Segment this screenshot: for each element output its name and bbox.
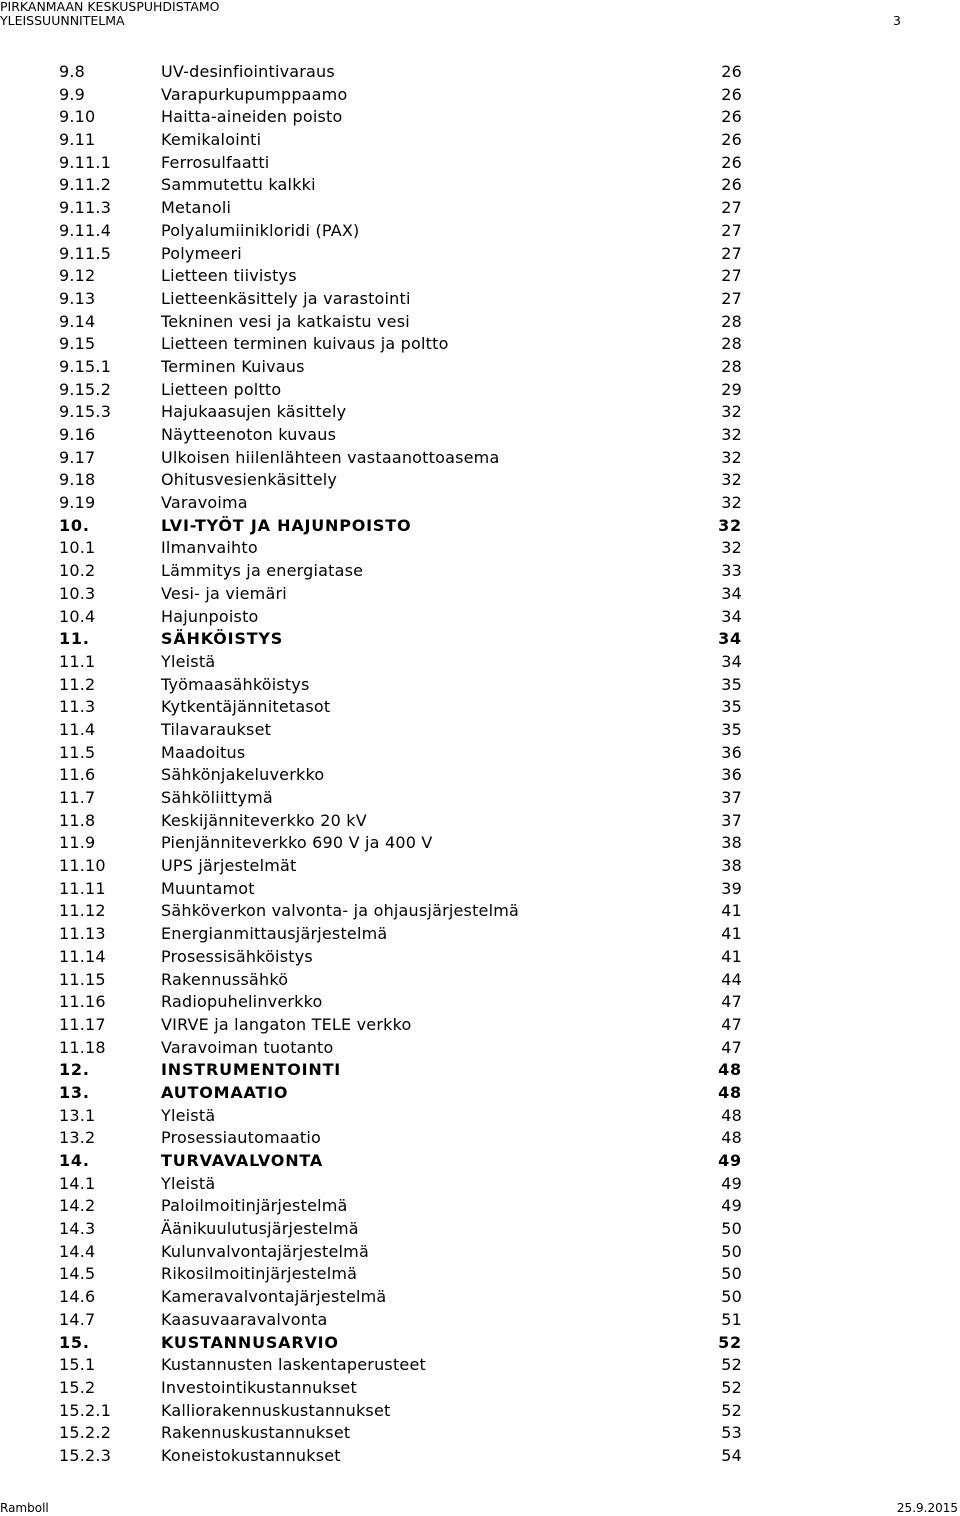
toc-entry-number: 10. xyxy=(59,515,90,535)
toc-entry-page: 32 xyxy=(721,402,742,422)
page-number: 3 xyxy=(893,13,901,28)
toc-entry-number: 13. xyxy=(59,1082,90,1102)
toc-entry-title: Ohitusvesienkäsittely xyxy=(161,470,338,490)
toc-entry-title: Investointikustannukset xyxy=(161,1377,357,1397)
toc-entry-title: Varavoiman tuotanto xyxy=(161,1037,334,1057)
toc-entry-title: Terminen Kuivaus xyxy=(161,356,305,376)
toc-entry-number: 11.5 xyxy=(59,742,96,762)
toc-entry-title: Ulkoisen hiilenlähteen vastaanottoasema xyxy=(161,447,500,467)
toc-entry[interactable] xyxy=(0,424,960,447)
toc-entry-number: 11.7 xyxy=(59,788,96,807)
toc-entry-page: 34 xyxy=(721,606,742,626)
toc-entry-number: 9.19 xyxy=(59,493,96,513)
toc-entry[interactable] xyxy=(0,1014,960,1037)
toc-entry-number: 9.14 xyxy=(59,311,96,331)
toc-entry[interactable] xyxy=(0,810,960,833)
toc-entry-page: 26 xyxy=(721,84,742,104)
toc-entry[interactable] xyxy=(0,1105,960,1128)
toc-entry-title: KUSTANNUSARVIO xyxy=(161,1332,339,1352)
toc-entry-title: Varavoima xyxy=(161,493,248,513)
toc-entry-page: 54 xyxy=(721,1445,742,1465)
toc-entry[interactable] xyxy=(0,311,960,334)
toc-entry-page: 32 xyxy=(721,493,742,513)
toc-entry-page: 33 xyxy=(721,561,742,581)
toc-entry-title: Rakennussähkö xyxy=(161,969,289,989)
toc-entry[interactable] xyxy=(0,1309,960,1332)
toc-entry[interactable] xyxy=(0,333,960,356)
toc-entry[interactable] xyxy=(0,991,960,1014)
toc-entry-title: VIRVE ja langaton TELE verkko xyxy=(161,1014,412,1034)
toc-entry-title: Sähköliittymä xyxy=(161,788,273,807)
toc-entry-page: 50 xyxy=(721,1241,742,1261)
toc-entry[interactable] xyxy=(0,855,960,878)
toc-entry-page: 51 xyxy=(721,1309,742,1329)
toc-entry[interactable] xyxy=(0,764,960,787)
toc-entry-page: 48 xyxy=(721,1105,742,1125)
toc-entry-page: 39 xyxy=(721,878,742,898)
toc-entry-number: 14.6 xyxy=(59,1287,96,1307)
toc-entry-page: 26 xyxy=(721,152,742,172)
toc-main-entry[interactable] xyxy=(0,1150,960,1173)
toc-entry-number: 9.11 xyxy=(59,130,96,150)
toc-entry-page: 36 xyxy=(721,742,742,762)
toc-entry-title: Kameravalvontajärjestelmä xyxy=(161,1287,387,1307)
toc-entry-number: 11.10 xyxy=(59,856,106,876)
toc-entry-title: Paloilmoitinjärjestelmä xyxy=(161,1196,348,1216)
toc-entry-title: Kalliorakennuskustannukset xyxy=(161,1400,391,1420)
toc-entry-page: 37 xyxy=(721,810,742,830)
toc-entry[interactable] xyxy=(0,1422,960,1445)
toc-entry-title: Työmaasähköistys xyxy=(161,674,310,694)
toc-entry-page: 32 xyxy=(721,538,742,558)
toc-entry-page: 49 xyxy=(721,1196,742,1216)
toc-entry[interactable] xyxy=(0,1263,960,1286)
toc-entry-page: 32 xyxy=(721,425,742,444)
toc-entry[interactable] xyxy=(0,288,960,311)
toc-entry-title: UV-desinfiointivaraus xyxy=(161,62,335,81)
toc-entry-title: Lietteen tiivistys xyxy=(161,266,297,286)
toc-entry-title: Maadoitus xyxy=(161,742,246,762)
toc-entry-number: 15.2 xyxy=(59,1377,96,1397)
toc-entry-page: 50 xyxy=(721,1287,742,1307)
toc-entry-page: 48 xyxy=(718,1082,742,1102)
toc-entry-page: 36 xyxy=(721,765,742,785)
toc-entry-number: 15.2.3 xyxy=(59,1445,112,1465)
toc-entry[interactable] xyxy=(0,923,960,946)
toc-entry-title: Sähkönjakeluverkko xyxy=(161,765,325,785)
toc-entry-title: Kustannusten laskentaperusteet xyxy=(161,1355,426,1375)
toc-entry-page: 35 xyxy=(721,674,742,694)
toc-entry-title: Varapurkupumppaamo xyxy=(161,84,348,104)
toc-entry-page: 27 xyxy=(721,198,742,218)
toc-entry-page: 37 xyxy=(721,788,742,807)
toc-entry-number: 9.18 xyxy=(59,470,96,490)
toc-entry-number: 9.11.5 xyxy=(59,243,112,263)
toc-entry-title: Metanoli xyxy=(161,198,232,218)
toc-entry[interactable] xyxy=(0,1286,960,1309)
toc-entry-number: 11.2 xyxy=(59,674,96,694)
toc-entry-page: 47 xyxy=(721,992,742,1012)
toc-entry-page: 27 xyxy=(721,288,742,308)
toc-entry[interactable] xyxy=(0,696,960,719)
toc-entry-number: 15.2.1 xyxy=(59,1400,112,1420)
toc-entry-title: Lietteenkäsittely ja varastointi xyxy=(161,288,411,308)
toc-entry-page: 38 xyxy=(721,856,742,876)
toc-entry-number: 11.12 xyxy=(59,901,106,921)
toc-entry-title: Sammutettu kalkki xyxy=(161,175,316,195)
toc-entry-number: 9.11.1 xyxy=(59,152,112,172)
toc-entry-number: 9.9 xyxy=(59,84,86,104)
toc-entry-title: Kemikalointi xyxy=(161,130,262,150)
toc-entry-page: 28 xyxy=(721,356,742,376)
toc-entry-number: 11.16 xyxy=(59,992,106,1012)
toc-entry[interactable] xyxy=(0,832,960,855)
toc-entry[interactable] xyxy=(0,1127,960,1150)
toc-entry-title: Pienjänniteverkko 690 V ja 400 V xyxy=(161,833,433,853)
toc-entry-page: 28 xyxy=(721,311,742,331)
toc-entry-page: 50 xyxy=(721,1264,742,1284)
toc-entry-number: 9.15 xyxy=(59,334,96,354)
toc-entry-number: 14.5 xyxy=(59,1264,96,1284)
toc-entry-number: 15.2.2 xyxy=(59,1423,112,1443)
toc-entry[interactable] xyxy=(0,1377,960,1400)
toc-entry[interactable] xyxy=(0,469,960,492)
toc-entry-title: Ferrosulfaatti xyxy=(161,152,270,172)
toc-entry-number: 9.11.4 xyxy=(59,220,112,240)
toc-entry-number: 14.7 xyxy=(59,1309,96,1329)
toc-entry-page: 26 xyxy=(721,107,742,127)
toc-entry-number: 9.16 xyxy=(59,425,96,444)
toc-entry-title: Hajukaasujen käsittely xyxy=(161,402,347,422)
toc-entry-title: Lietteen poltto xyxy=(161,379,282,399)
toc-entry[interactable] xyxy=(0,1445,960,1468)
toc-entry-number: 11.17 xyxy=(59,1014,106,1034)
toc-entry-number: 14.1 xyxy=(59,1173,96,1193)
toc-entry-number: 9.8 xyxy=(59,62,86,81)
toc-entry[interactable] xyxy=(0,1241,960,1264)
toc-entry[interactable] xyxy=(0,243,960,266)
toc-entry-title: UPS järjestelmät xyxy=(161,856,297,876)
toc-entry-page: 27 xyxy=(721,266,742,286)
toc-entry-number: 11.4 xyxy=(59,719,96,739)
toc-entry-title: Radiopuhelinverkko xyxy=(161,992,323,1012)
toc-entry-title: Hajunpoisto xyxy=(161,606,259,626)
toc-entry[interactable] xyxy=(0,719,960,742)
toc-entry-number: 11.14 xyxy=(59,946,106,966)
toc-main-entry[interactable] xyxy=(0,1332,960,1355)
toc-entry-page: 49 xyxy=(718,1151,742,1170)
toc-entry-number: 13.2 xyxy=(59,1128,96,1148)
toc-entry-number: 10.4 xyxy=(59,606,96,626)
toc-entry-number: 11.9 xyxy=(59,833,96,853)
toc-entry[interactable] xyxy=(0,356,960,379)
toc-entry-page: 41 xyxy=(721,901,742,921)
toc-entry-page: 26 xyxy=(721,62,742,81)
toc-entry-number: 11.8 xyxy=(59,810,96,830)
toc-entry-page: 52 xyxy=(718,1332,742,1352)
toc-entry-page: 34 xyxy=(721,583,742,603)
toc-entry-page: 41 xyxy=(721,946,742,966)
toc-entry-title: Polymeeri xyxy=(161,243,242,263)
toc-entry-title: Haitta-aineiden poisto xyxy=(161,107,343,127)
toc-entry-page: 35 xyxy=(721,719,742,739)
toc-entry-page: 29 xyxy=(721,379,742,399)
toc-entry-page: 27 xyxy=(721,220,742,240)
toc-entry-number: 12. xyxy=(59,1060,90,1080)
toc-entry-number: 13.1 xyxy=(59,1105,96,1125)
toc-entry[interactable] xyxy=(0,1173,960,1196)
toc-entry-number: 9.17 xyxy=(59,447,96,467)
toc-entry[interactable] xyxy=(0,900,960,923)
toc-entry[interactable] xyxy=(0,1195,960,1218)
toc-entry-page: 48 xyxy=(721,1128,742,1148)
toc-entry-title: Yleistä xyxy=(161,1173,216,1193)
toc-entry[interactable] xyxy=(0,61,960,84)
toc-entry-title: Prosessisähköistys xyxy=(161,946,313,966)
toc-entry-title: Kulunvalvontajärjestelmä xyxy=(161,1241,369,1261)
toc-entry-title: Vesi- ja viemäri xyxy=(161,583,287,603)
toc-entry-title: AUTOMAATIO xyxy=(161,1082,289,1102)
footer-date: 25.9.2015 xyxy=(896,1501,958,1515)
toc-entry[interactable] xyxy=(0,560,960,583)
toc-main-entry[interactable] xyxy=(0,628,960,651)
toc-entry-page: 35 xyxy=(721,697,742,717)
toc-entry-number: 10.1 xyxy=(59,538,96,558)
toc-entry-title: Ilmanvaihto xyxy=(161,538,258,558)
toc-entry-title: Tilavaraukset xyxy=(161,719,272,739)
toc-entry-page: 34 xyxy=(718,629,742,649)
toc-entry-page: 52 xyxy=(721,1355,742,1375)
toc-entry-page: 48 xyxy=(718,1060,742,1080)
organization-name: PIRKANMAAN KESKUSPUHDISTAMO xyxy=(0,0,220,14)
toc-entry-title: Äänikuulutusjärjestelmä xyxy=(161,1219,359,1239)
toc-entry-title: Prosessiautomaatio xyxy=(161,1128,321,1148)
document-title: YLEISSUUNNITELMA xyxy=(0,13,125,28)
toc-entry-title: TURVAVALVONTA xyxy=(161,1151,324,1170)
toc-entry[interactable] xyxy=(0,742,960,765)
toc-entry-title: Energianmittausjärjestelmä xyxy=(161,924,388,944)
toc-entry-number: 9.12 xyxy=(59,266,96,286)
toc-entry-page: 27 xyxy=(721,243,742,263)
toc-entry-title: Rikosilmoitinjärjestelmä xyxy=(161,1264,358,1284)
toc-entry-page: 34 xyxy=(721,651,742,671)
toc-entry-page: 41 xyxy=(721,924,742,944)
toc-entry[interactable] xyxy=(0,537,960,560)
toc-entry-number: 9.15.2 xyxy=(59,379,112,399)
toc-entry-page: 26 xyxy=(721,130,742,150)
toc-entry-number: 11.18 xyxy=(59,1037,106,1057)
toc-entry-number: 11. xyxy=(59,629,90,649)
toc-entry-title: Lämmitys ja energiatase xyxy=(161,561,364,581)
toc-entry-number: 11.3 xyxy=(59,697,96,717)
toc-entry-title: INSTRUMENTOINTI xyxy=(161,1060,342,1080)
toc-entry-page: 44 xyxy=(721,969,742,989)
toc-entry-number: 15.1 xyxy=(59,1355,96,1375)
toc-entry[interactable] xyxy=(0,220,960,243)
toc-entry-page: 26 xyxy=(721,175,742,195)
toc-entry[interactable] xyxy=(0,447,960,470)
toc-entry[interactable] xyxy=(0,1218,960,1241)
toc-entry-page: 32 xyxy=(721,447,742,467)
toc-entry-page: 47 xyxy=(721,1014,742,1034)
toc-entry[interactable] xyxy=(0,606,960,629)
toc-main-entry[interactable] xyxy=(0,1059,960,1082)
toc-entry-page: 53 xyxy=(721,1423,742,1443)
toc-entry[interactable] xyxy=(0,106,960,129)
toc-entry[interactable] xyxy=(0,946,960,969)
toc-entry[interactable] xyxy=(0,492,960,515)
toc-entry[interactable] xyxy=(0,174,960,197)
toc-entry[interactable] xyxy=(0,152,960,175)
toc-entry-number: 14.4 xyxy=(59,1241,96,1261)
toc-entry-page: 52 xyxy=(721,1400,742,1420)
toc-entry-title: Keskijänniteverkko 20 kV xyxy=(161,810,367,830)
toc-entry-number: 11.1 xyxy=(59,651,96,671)
toc-entry[interactable] xyxy=(0,401,960,424)
toc-entry-number: 9.11.2 xyxy=(59,175,112,195)
company-name: Ramboll xyxy=(0,1501,49,1515)
toc-entry[interactable] xyxy=(0,969,960,992)
toc-entry-title: Näytteenoton kuvaus xyxy=(161,425,337,444)
toc-entry-number: 10.3 xyxy=(59,583,96,603)
toc-entry-number: 11.11 xyxy=(59,878,106,898)
toc-entry[interactable] xyxy=(0,84,960,107)
toc-entry-title: Sähköverkon valvonta- ja ohjausjärjestelmä xyxy=(161,901,520,921)
toc-entry-title: Lietteen terminen kuivaus ja poltto xyxy=(161,334,449,354)
toc-entry-title: Muuntamot xyxy=(161,878,255,898)
toc-entry[interactable] xyxy=(0,674,960,697)
toc-entry-number: 9.13 xyxy=(59,288,96,308)
toc-entry[interactable] xyxy=(0,1037,960,1060)
toc-entry-title: LVI-TYÖT JA HAJUNPOISTO xyxy=(161,515,412,535)
toc-entry[interactable] xyxy=(0,878,960,901)
toc-entry[interactable] xyxy=(0,1354,960,1377)
toc-entry[interactable] xyxy=(0,265,960,288)
toc-entry-title: Koneistokustannukset xyxy=(161,1445,341,1465)
toc-entry[interactable] xyxy=(0,379,960,402)
toc-entry-number: 11.13 xyxy=(59,924,106,944)
toc-entry-page: 49 xyxy=(721,1173,742,1193)
toc-entry-title: Polyalumiinikloridi (PAX) xyxy=(161,220,360,240)
toc-entry-number: 9.10 xyxy=(59,107,96,127)
toc-entry-page: 50 xyxy=(721,1219,742,1239)
toc-entry-number: 15. xyxy=(59,1332,90,1352)
toc-entry-page: 32 xyxy=(721,470,742,490)
toc-entry[interactable] xyxy=(0,787,960,810)
toc-entry-number: 9.15.1 xyxy=(59,356,112,376)
toc-entry-number: 14.3 xyxy=(59,1219,96,1239)
toc-entry-title: Kytkentäjännitetasot xyxy=(161,697,331,717)
toc-entry-page: 32 xyxy=(718,515,742,535)
toc-entry[interactable] xyxy=(0,1400,960,1423)
toc-entry-number: 10.2 xyxy=(59,561,96,581)
toc-entry[interactable] xyxy=(0,651,960,674)
toc-entry-page: 52 xyxy=(721,1377,742,1397)
toc-entry[interactable] xyxy=(0,583,960,606)
toc-entry-number: 9.15.3 xyxy=(59,402,112,422)
toc-entry-title: Rakennuskustannukset xyxy=(161,1423,351,1443)
toc-entry-number: 14. xyxy=(59,1151,90,1170)
toc-entry-title: Kaasuvaaravalvonta xyxy=(161,1309,328,1329)
toc-entry-number: 9.11.3 xyxy=(59,198,112,218)
toc-entry-number: 14.2 xyxy=(59,1196,96,1216)
toc-entry-title: SÄHKÖISTYS xyxy=(161,629,284,649)
toc-entry[interactable] xyxy=(0,197,960,220)
toc-entry-number: 11.15 xyxy=(59,969,106,989)
toc-main-entry[interactable] xyxy=(0,1082,960,1105)
toc-main-entry[interactable] xyxy=(0,515,960,538)
toc-entry-number: 11.6 xyxy=(59,765,96,785)
table-of-contents xyxy=(0,61,960,1468)
toc-entry-page: 28 xyxy=(721,334,742,354)
toc-entry-page: 38 xyxy=(721,833,742,853)
toc-entry-title: Yleistä xyxy=(161,651,216,671)
toc-entry-page: 47 xyxy=(721,1037,742,1057)
toc-entry-title: Yleistä xyxy=(161,1105,216,1125)
toc-entry-title: Tekninen vesi ja katkaistu vesi xyxy=(161,311,410,331)
toc-entry[interactable] xyxy=(0,129,960,152)
